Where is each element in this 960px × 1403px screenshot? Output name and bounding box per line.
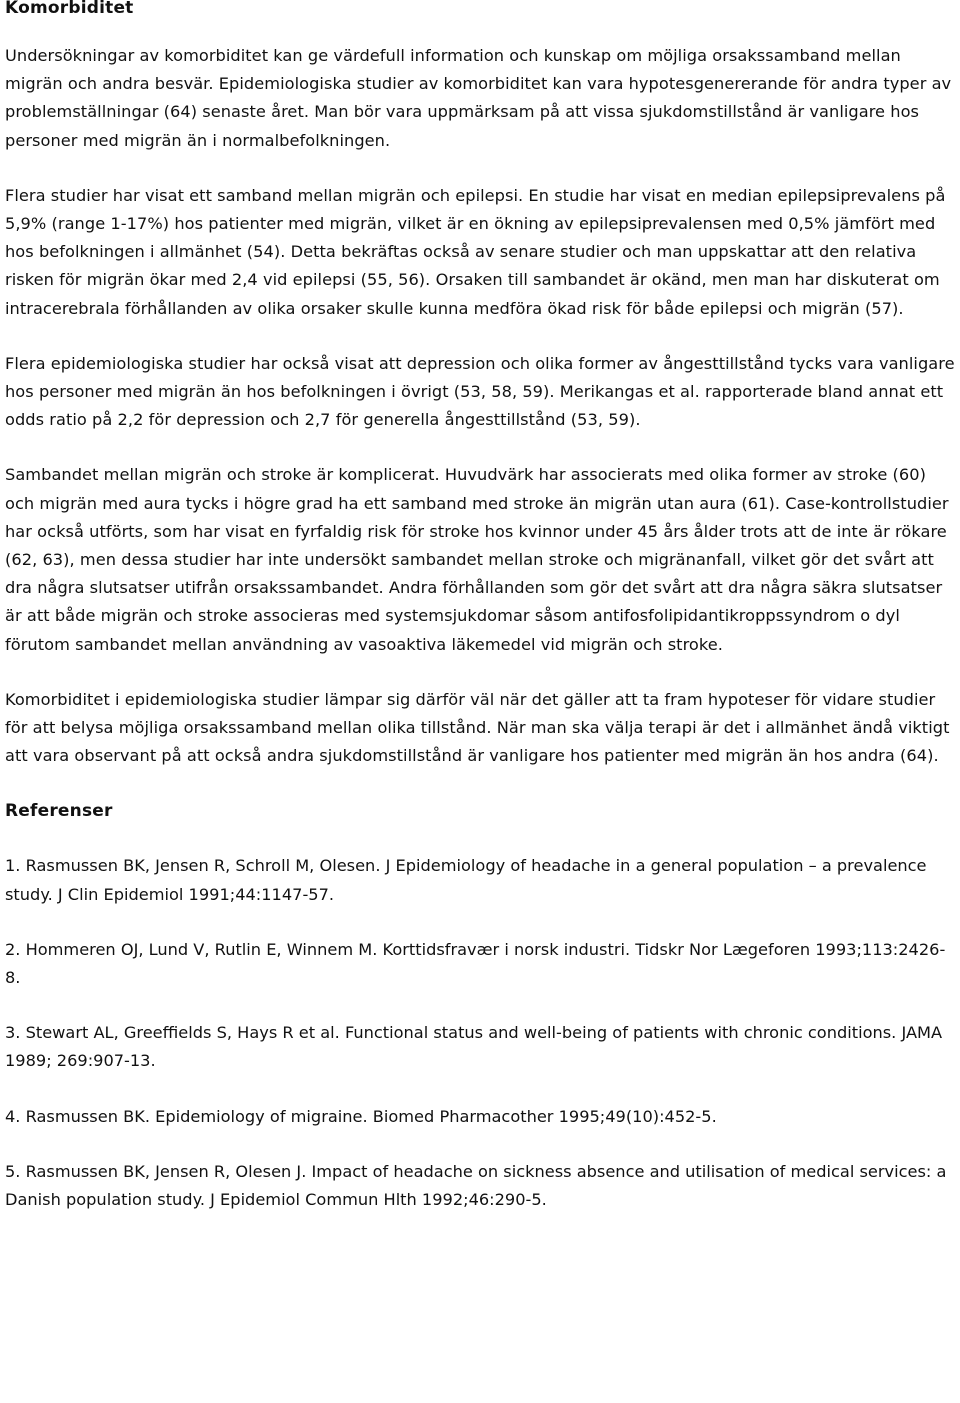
reference-item: 3. Stewart AL, Greeffields S, Hays R et al. Functional status and well-being of patients with chronic conditions. JAMA 1989; 269:907-13. — [5, 1023, 943, 1071]
section-title: Komorbiditet — [5, 0, 134, 18]
paragraph-depression: Flera epidemiologiska studier har också visat att depression och olika former av ångesttillstånd tycks vara vanligare hos personer med migrän än hos befolkningen i övrigt (53, 58, 59). Merikangas et al. rapporterade bland annat ett odds ratio på 2,2 för depression och 2,7 för generella ångesttillstånd (53, 59). — [5, 353, 955, 430]
references-title: Referenser — [5, 801, 113, 822]
paragraph-stroke: Sambandet mellan migrän och stroke är komplicerat. Huvudvärk har associerats med olika former av stroke (60) och migrän med aura tycks i högre grad ha ett samband med stroke än migrän utan aura (61). Case-kontrollstudier har också utförts, som har visat en fyrfaldig risk för stroke hos kvinnor under 45 års ålder trots att de inte är rökare (62, 63), men dessa studier har inte undersökt sambandet mellan stroke och migränanfall, vilket gör det svårt att dra några slutsatser utifrån orsakssambandet. Andra förhållanden som gör det svårt att dra några säkra slutsatser är att både migrän och stroke associeras med systemsjukdomar såsom antifosfolipidantikroppssyndrom o dyl förutom sambandet mellan användning av vasoaktiva läkemedel vid migrän och stroke. — [5, 465, 949, 654]
paragraph-komorbiditet-intro: Undersökningar av komorbiditet kan ge värdefull information och kunskap om möjliga orsakssamband mellan migrän och andra besvär. Epidemiologiska studier av komorbiditet kan vara hypotesgenererande för andra typer av problemställningar (64) senaste året. Man bör vara uppmärksam på att vissa sjukdomstillstånd är vanligare hos personer med migrän än i normalbefolkningen. — [5, 46, 952, 150]
reference-item: 1. Rasmussen BK, Jensen R, Schroll M, Olesen. J Epidemiology of headache in a general population – a prevalence study. J Clin Epidemiol 1991;44:1147-57. — [5, 856, 927, 904]
reference-item: 4. Rasmussen BK. Epidemiology of migraine. Biomed Pharmacother 1995;49(10):452-5. — [5, 1106, 717, 1126]
reference-item: 2. Hommeren OJ, Lund V, Rutlin E, Winnem M. Korttidsfravær i norsk industri. Tidskr Nor Lægeforen 1993;113:2426-8. — [5, 939, 946, 988]
reference-item: 5. Rasmussen BK, Jensen R, Olesen J. Impact of headache on sickness absence and utilisation of medical services: a Danish population study. J Epidemiol Commun Hlth 1992;46:290-5. — [5, 1161, 947, 1210]
paragraph-epilepsi: Flera studier har visat ett samband mellan migrän och epilepsi. En studie har visat en median epilepsiprevalens på 5,9% (range 1-17%) hos patienter med migrän, vilket är en ökning av epilepsiprevalensen med 0,5% jämfört med hos befolkningen i allmänhet (54). Detta bekräftas också av senare studier och man uppskattar att den relativa risken för migrän ökar med 2,4 vid epilepsi (55, 56). Orsaken till sambandet är okänd, men man har diskuterat om intracerebrala förhållanden av olika orsaker skulle kunna medföra ökad risk för både epilepsi och migrän (57). — [5, 185, 946, 318]
paragraph-conclusion: Komorbiditet i epidemiologiska studier lämpar sig därför väl när det gäller att ta fram hypoteser för vidare studier för att belysa möjliga orsakssamband mellan olika tillstånd. När man ska välja terapi är det i allmänhet ändå viktigt att vara observant på att också andra sjukdomstillstånd är vanligare hos patienter med migrän än hos andra (64). — [5, 689, 950, 766]
document-page — [5, 0, 957, 1214]
